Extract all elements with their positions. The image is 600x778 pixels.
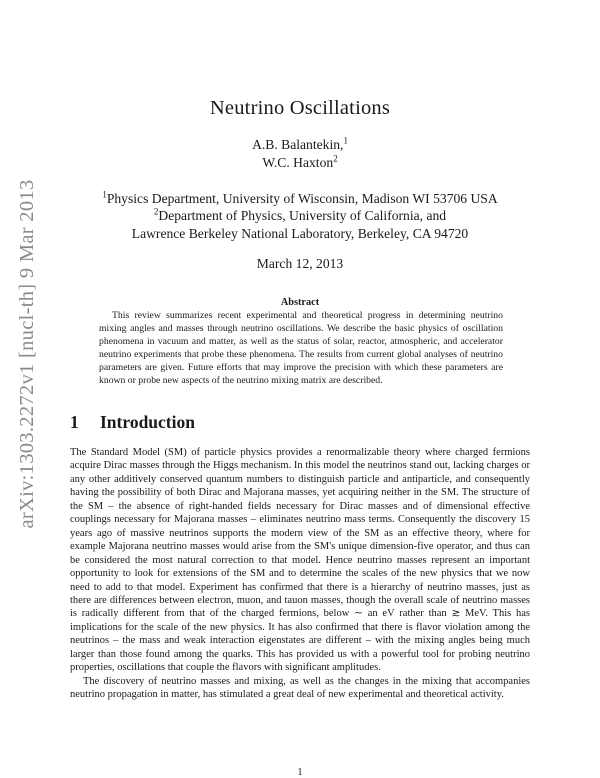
section-heading	[70, 412, 195, 433]
body-paragraph: The Standard Model (SM) of particle physics provides a renormalizable theory where charged fermions acquire Dirac masses through the Higgs mechanism. In this model the neutrinos stand out, lacking charges or any other additively conserved quantum numbers to distinguish particle and antiparticle, and consequently having the possibility of both Dirac and Majorana masses, yet acquiring neither in the SM. The structure of the SM – the absence of right-handed fields necessary for Dirac masses and of dimensional effective couplings necessary for Majorana masses – eliminates neutrino mass terms. Consequently the discovery 15 years ago of massive neutrinos supports the modern view of the SM as an effective theory, where for example Majorana neutrino masses would arise from the SM's unique dimension-five operator, and thus can be considered the most natural correction to that model. Hence neutrino masses represent an important opportunity to look for extensions of the SM and to determine the scales of the new physics that we now need to add to that model. Experiment has confirmed that there is a hierarchy of neutrino masses, just as there are differences between electron, muon, and tauon masses, though the overall scale of neutrino masses is radically different from that of the charged fermions, below ∼ an eV rather than ≳ MeV. This has implications for the scale of the new physics. It has also confirmed that there is flavor violation among the neutrinos – the mass and weak interaction eigenstates are different – with the mixing angles being much larger than those found among the quarks. This has provided us with a powerful tool for probing neutrino properties, oscillations that couple the flavors with significant amplitudes.	[70, 447, 530, 674]
affiliation-text: Physics Department, University of Wisconsin, Madison WI 53706 USA	[106, 191, 498, 206]
affiliation-mark: 1	[343, 135, 348, 146]
abstract-text: This review summarizes recent experimental and theoretical progress in determining neutrino mixing angles and masses through neutrino oscillations. We describe the basic physics of oscillation phenomena in vacuum and matter, as well as the status of solar, reactor, atmospheric, and accelerator neutrino experiments that probe these phenomena. The results from current global analyses of neutrino parameters are given. Future efforts that may improve the precision with which these parameters are known or probe new aspects of the neutrino mixing matrix are described.	[99, 310, 503, 386]
abstract-heading: Abstract	[280, 297, 320, 308]
affiliation-line-1	[0, 191, 600, 207]
affiliation-mark: 2	[153, 206, 159, 217]
author-line-1	[0, 137, 600, 153]
author-line-2	[0, 155, 600, 171]
author-name: W.C. Haxton	[262, 155, 334, 170]
section-number: 1	[70, 412, 79, 432]
arxiv-identifier-stamp: arXiv:1303.2272v1 [nucl-th] 9 Mar 2013	[16, 179, 38, 529]
affiliation-mark: 2	[333, 153, 338, 164]
paper-date: March 12, 2013	[256, 256, 344, 271]
author-name: A.B. Balantekin,	[252, 137, 344, 152]
affiliation-line-2	[0, 208, 600, 224]
affiliation-mark: 1	[102, 189, 107, 200]
affiliation-text: Department of Physics, University of California, and	[158, 208, 447, 223]
section-title: Introduction	[100, 412, 195, 432]
page-number: 1	[297, 767, 303, 778]
paper-title: Neutrino Oscillations	[209, 97, 391, 119]
section-body	[70, 446, 530, 702]
body-paragraph: The discovery of neutrino masses and mixing, as well as the changes in the mixing that accompanies neutrino propagation in matter, has stimulated a great deal of new experimental and theoretical activity.	[70, 675, 530, 701]
affiliation-text: Lawrence Berkeley National Laboratory, Berkeley, CA 94720	[131, 226, 469, 241]
affiliation-line-3	[0, 226, 600, 242]
